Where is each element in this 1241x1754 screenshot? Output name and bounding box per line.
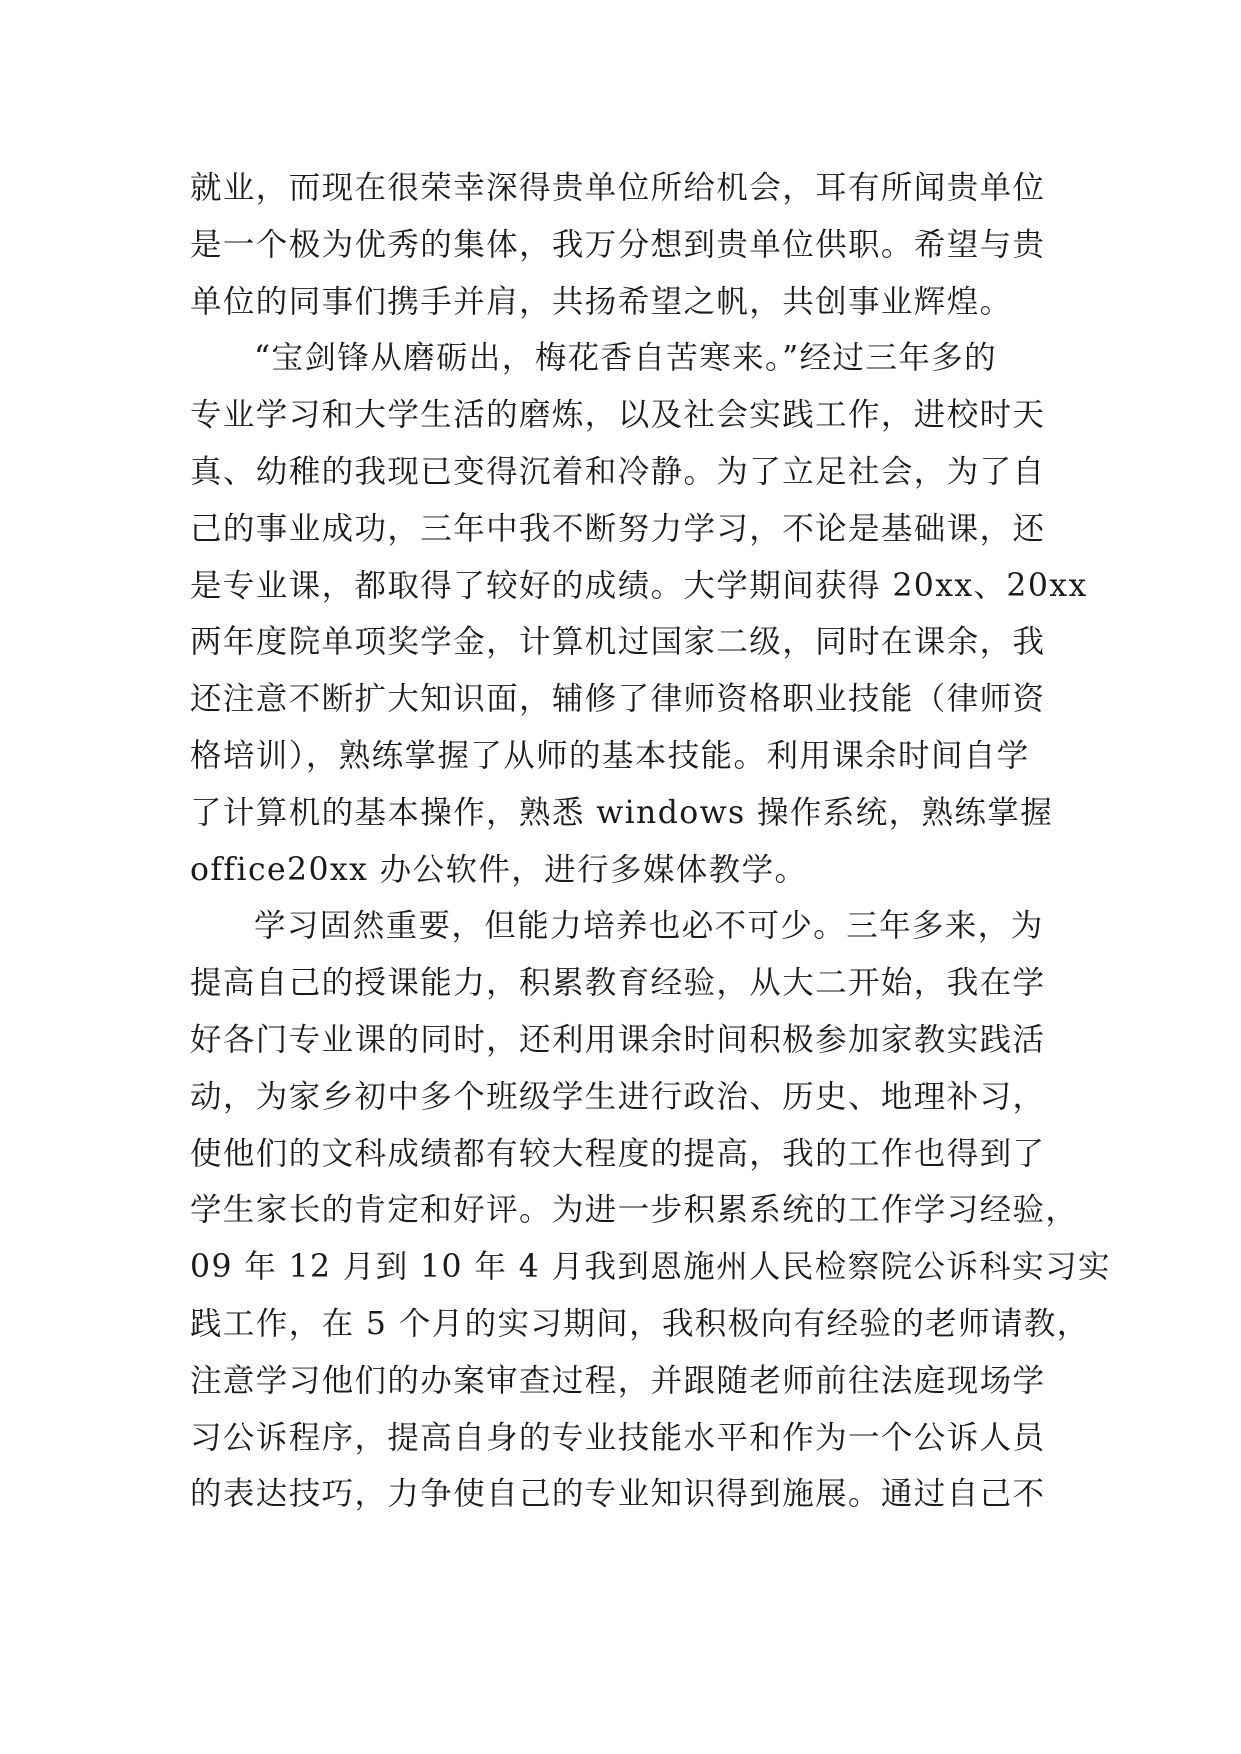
text-line: 09 年 12 月到 10 年 4 月我到恩施州人民检察院公诉科实习实 bbox=[190, 1249, 1111, 1286]
text-line: 提高自己的授课能力，积累教育经验，从大二开始，我在学 bbox=[190, 965, 1046, 1002]
text-line: 使他们的文科成绩都有较大程度的提高，我的工作也得到了 bbox=[190, 1135, 1046, 1172]
text-line: office20xx 办公软件，进行多媒体教学。 bbox=[190, 851, 808, 888]
text-line: 了计算机的基本操作，熟悉 windows 操作系统，熟练掌握 bbox=[190, 794, 1054, 831]
text-line: 学生家长的肯定和好评。为进一步积累系统的工作学习经验， bbox=[190, 1192, 1079, 1229]
text-line: 专业学习和大学生活的磨炼，以及社会实践工作，进校时天 bbox=[190, 397, 1046, 434]
text-line: “宝剑锋从磨砺出，梅花香自苦寒来。”经过三年多的 bbox=[254, 340, 998, 377]
text-line: 格培训），熟练掌握了从师的基本技能。利用课余时间自学 bbox=[190, 737, 1030, 774]
text-line: 是一个极为优秀的集体，我万分想到贵单位供职。希望与贵 bbox=[190, 226, 1046, 263]
text-line: 还注意不断扩大知识面，辅修了律师资格职业技能（律师资 bbox=[190, 681, 1046, 718]
text-line: 就业，而现在很荣幸深得贵单位所给机会，耳有所闻贵单位 bbox=[190, 170, 1046, 206]
text-line: 习公诉程序，提高自身的专业技能水平和作为一个公诉人员 bbox=[190, 1419, 1046, 1456]
text-line: 注意学习他们的办案审查过程，并跟随老师前往法庭现场学 bbox=[190, 1362, 1046, 1399]
text-line: 动，为家乡初中多个班级学生进行政治、历史、地理补习， bbox=[190, 1078, 1046, 1115]
text-line: 践工作，在 5 个月的实习期间，我积极向有经验的老师请教， bbox=[190, 1305, 1090, 1342]
text-line: 的表达技巧，力争使自己的专业知识得到施展。通过自己不 bbox=[190, 1476, 1046, 1513]
text-line: 是专业课，都取得了较好的成绩。大学期间获得 20xx、20xx bbox=[190, 567, 1088, 604]
text-line: 两年度院单项奖学金，计算机过国家二级，同时在课余，我 bbox=[190, 624, 1046, 661]
text-line: 好各门专业课的同时，还利用课余时间积极参加家教实践活 bbox=[190, 1021, 1046, 1058]
text-line: 真、幼稚的我现已变得沉着和冷静。为了立足社会，为了自 bbox=[190, 453, 1046, 490]
text-line: 学习固然重要，但能力培养也必不可少。三年多来，为 bbox=[254, 908, 1044, 945]
body-text bbox=[190, 160, 1111, 1523]
text-line: 己的事业成功，三年中我不断努力学习，不论是基础课，还 bbox=[190, 510, 1046, 547]
text-line: 单位的同事们携手并肩，共扬希望之帆，共创事业辉煌。 bbox=[190, 283, 1013, 320]
